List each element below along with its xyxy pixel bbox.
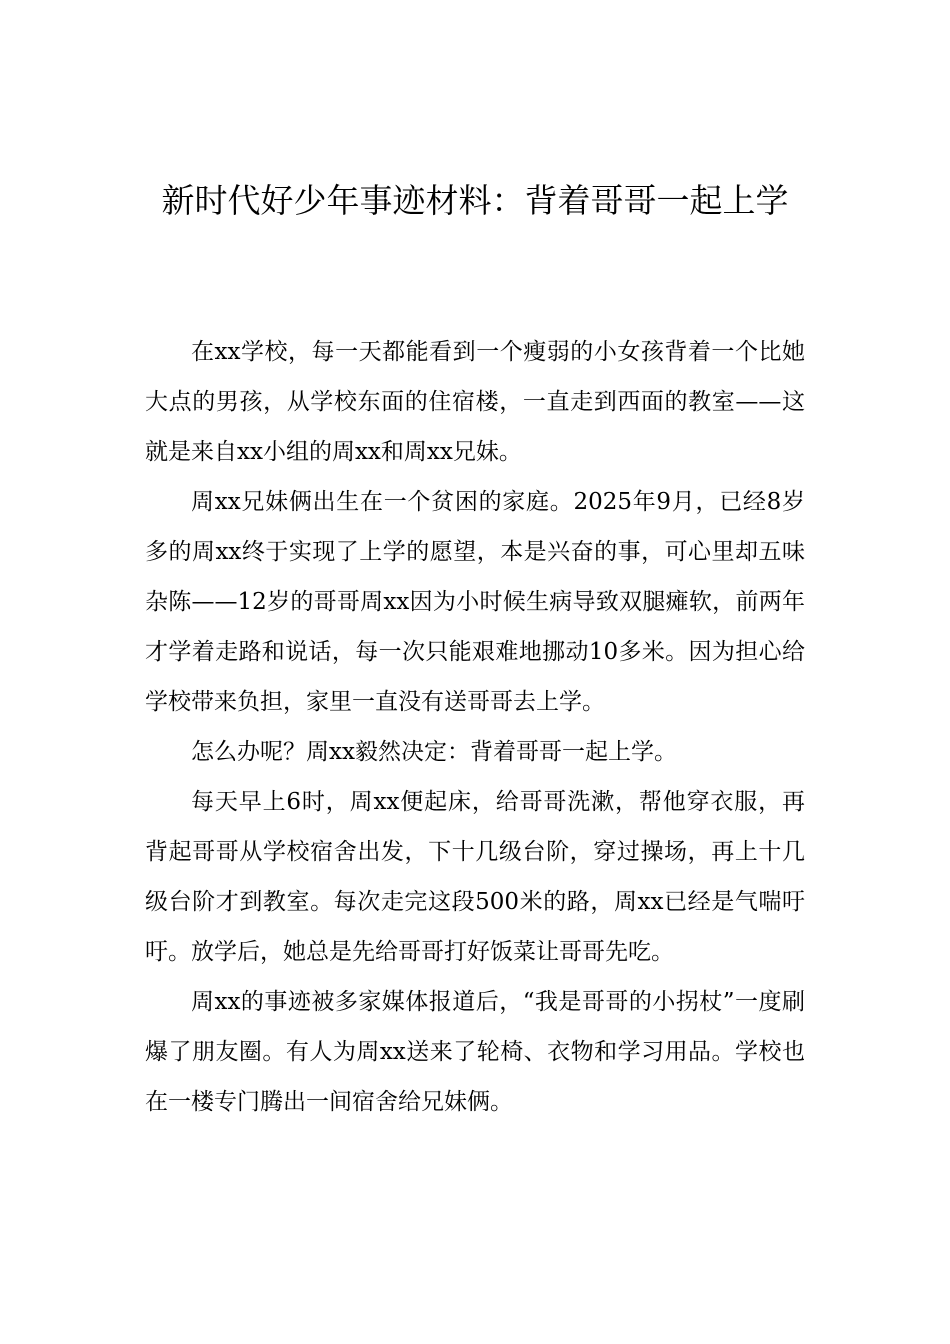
paragraph-1: 在xx学校，每一天都能看到一个瘦弱的小女孩背着一个比她大点的男孩，从学校东面的住宿楼，一直走到西面的教室——这就是来自xx小组的周xx和周xx兄妹。	[145, 339, 805, 465]
paragraph-3: 怎么办呢？周xx毅然决定：背着哥哥一起上学。	[191, 739, 677, 765]
paragraph-2: 周xx兄妹俩出生在一个贫困的家庭。2025年9月，已经8岁多的周xx终于实现了上学的愿望，本是兴奋的事，可心里却五味杂陈——12岁的哥哥周xx因为小时候生病导致双腿瘫软，前两年才学着走路和说话，每一次只能艰难地挪动10多米。因为担心给学校带来负担，家里一直没有送哥哥去上学。	[145, 489, 805, 715]
document-title: 新时代好少年事迹材料：背着哥哥一起上学	[161, 181, 789, 220]
paragraph-4: 每天早上6时，周xx便起床，给哥哥洗漱，帮他穿衣服，再背起哥哥从学校宿舍出发，下十几级台阶，穿过操场，再上十几级台阶才到教室。每次走完这段500米的路，周xx已经是气喘吁吁。放学后，她总是先给哥哥打好饭菜让哥哥先吃。	[145, 789, 805, 965]
document-body	[145, 327, 805, 1127]
paragraph-5: 周xx的事迹被多家媒体报道后，“我是哥哥的小拐杖”一度刷爆了朋友圈。有人为周xx送来了轮椅、衣物和学习用品。学校也在一楼专门腾出一间宿舍给兄妹俩。	[145, 989, 805, 1115]
